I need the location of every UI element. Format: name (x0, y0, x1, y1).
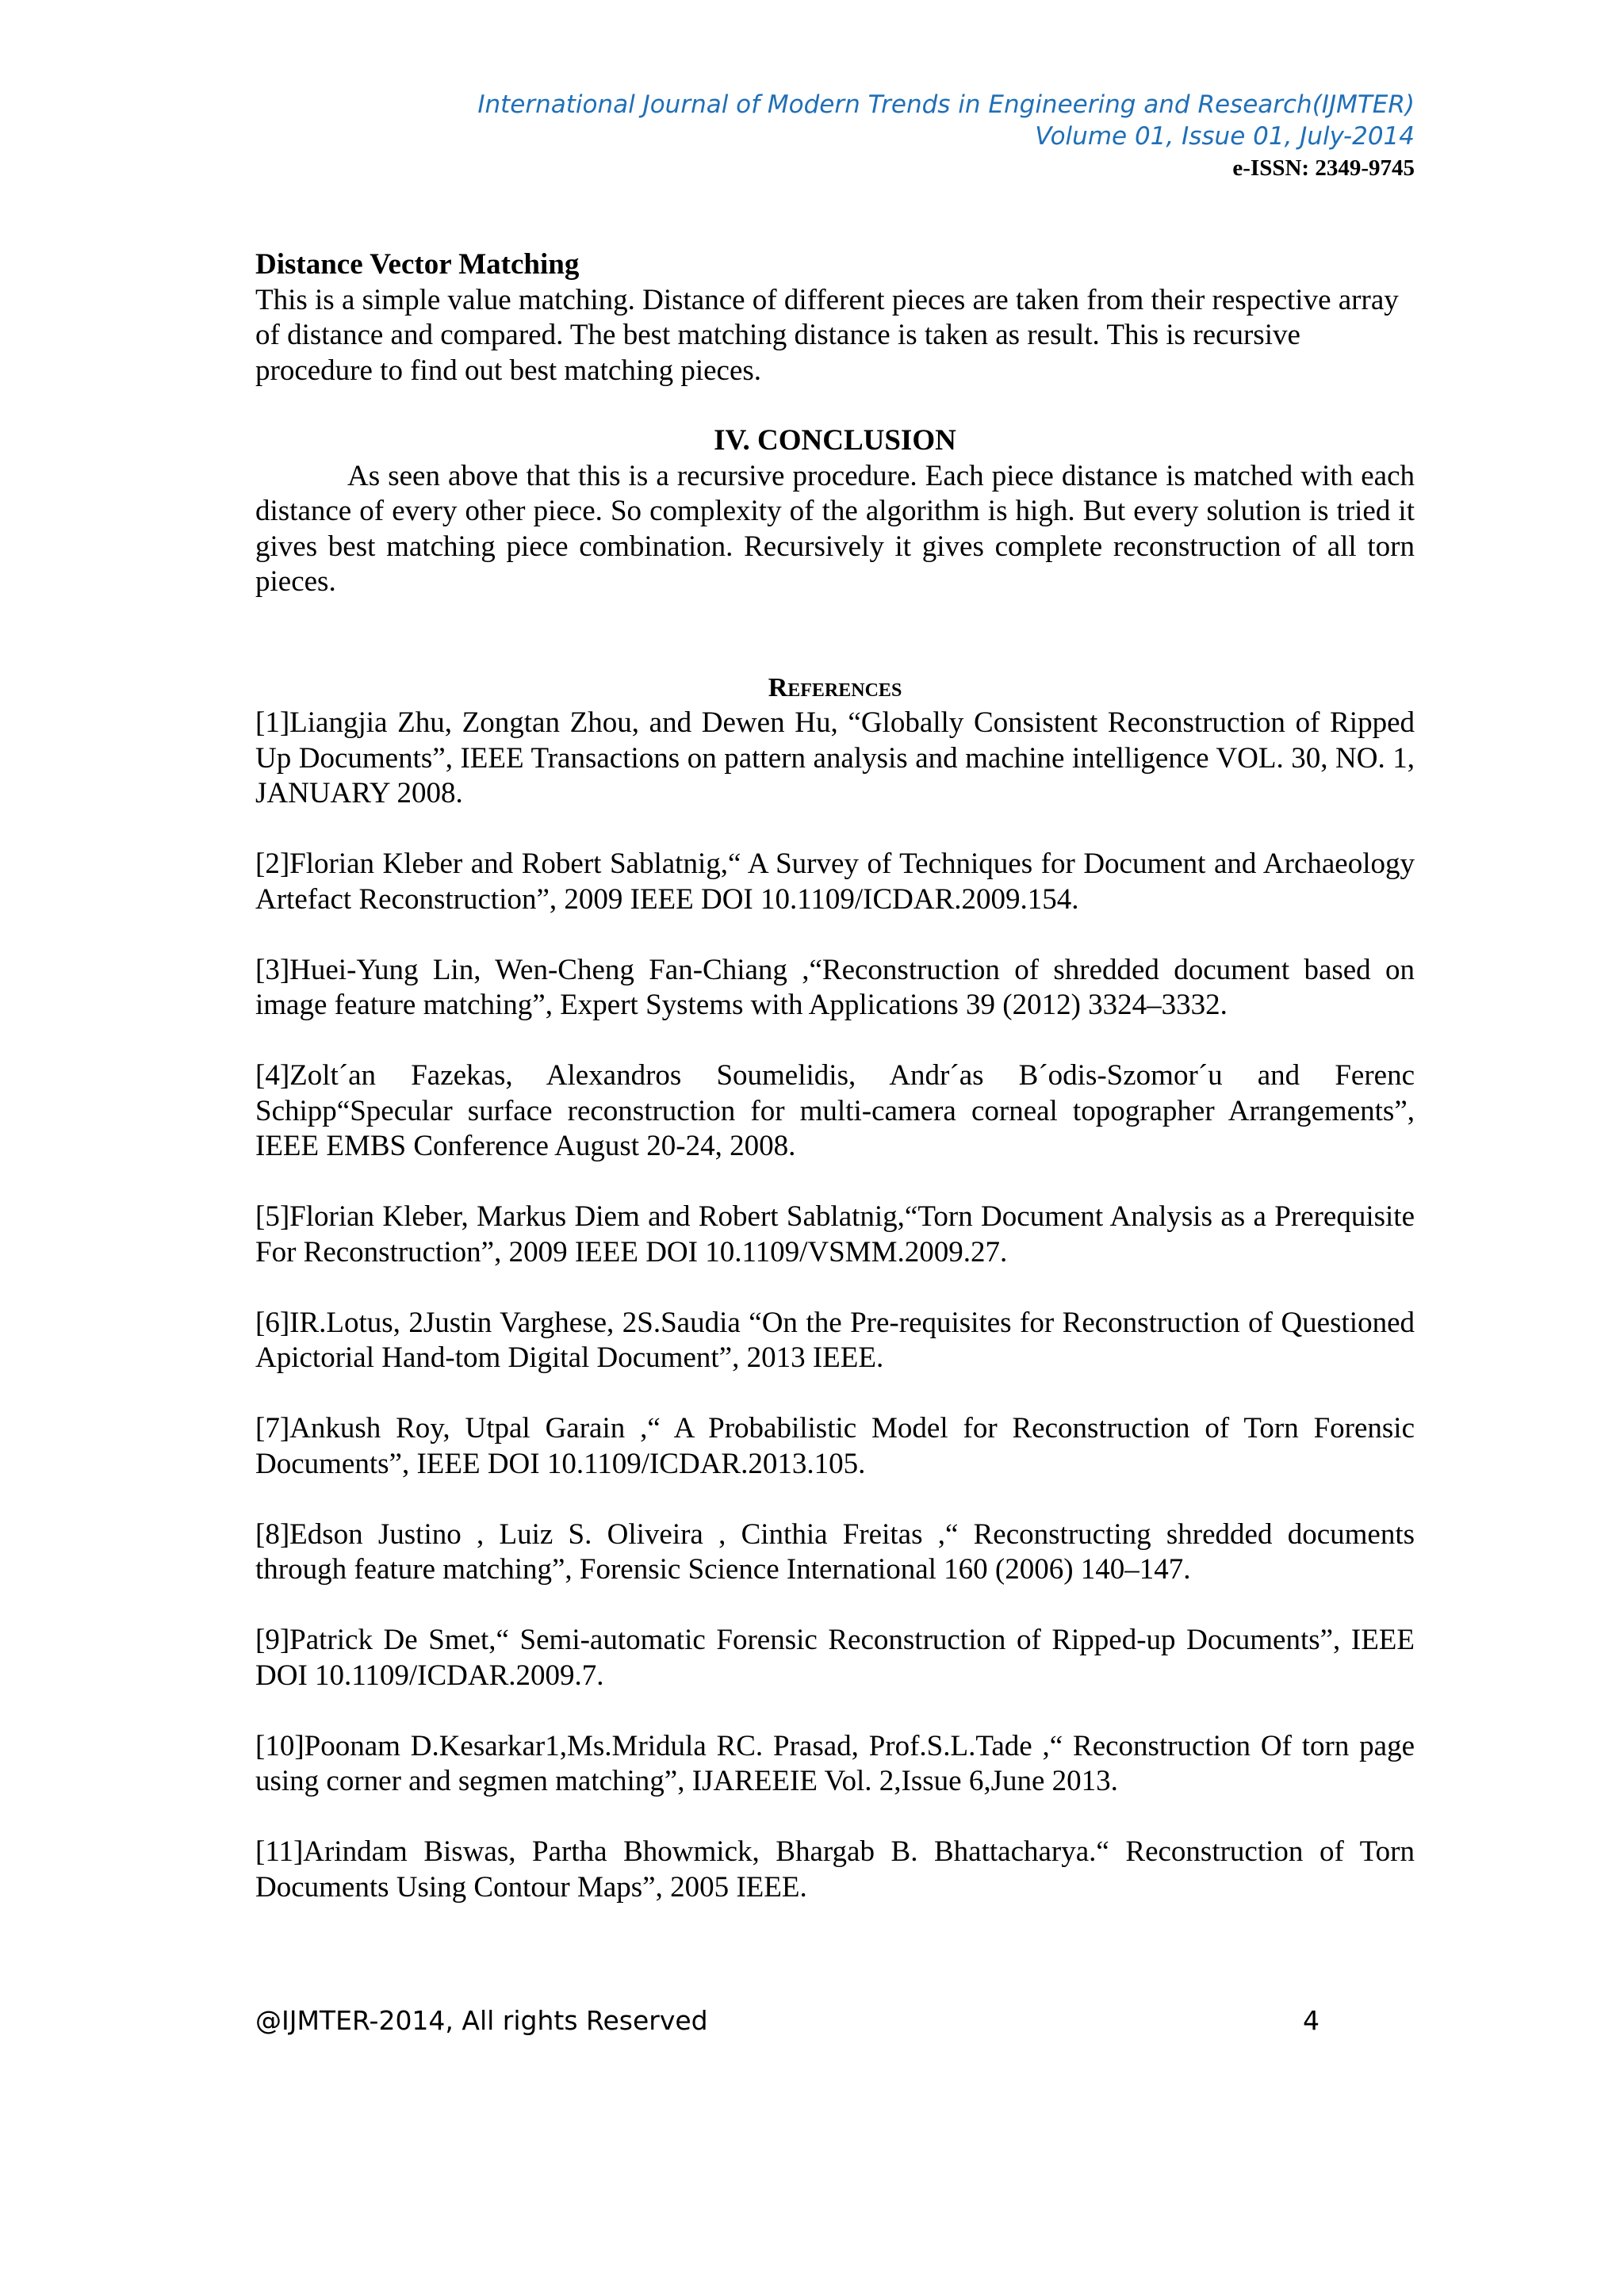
conclusion-heading: IV. CONCLUSION (714, 424, 956, 457)
page-content (255, 247, 1415, 1905)
references-heading: References (768, 672, 902, 702)
reference-item: [9]Patrick De Smet,“ Semi-automatic Forensic Reconstruction of Ripped-up Documents”, IEEE DOI 10.1109/ICDAR.2009.7. (255, 1624, 1415, 1692)
reference-item: [6]IR.Lotus, 2Justin Varghese, 2S.Saudia “On the Pre-requisites for Reconstruction of Questioned Apictorial Hand-tom Digital Document”, 2013 IEEE. (255, 1306, 1415, 1374)
volume-issue: Volume 01, Issue 01, July-2014 (1035, 122, 1415, 151)
reference-list (255, 706, 1415, 1905)
copyright-notice: @IJMTER-2014, All rights Reserved (255, 2005, 708, 2036)
distance-vector-heading: Distance Vector Matching (255, 248, 580, 281)
issn: e-ISSN: 2349-9745 (1232, 155, 1415, 181)
journal-title: International Journal of Modern Trends in Engineering and Research(IJMTER) (477, 90, 1415, 119)
reference-item: [8]Edson Justino , Luiz S. Oliveira , Cinthia Freitas ,“ Reconstructing shredded documents through feature matching”, Forensic Science International 160 (2006) 140–147. (255, 1517, 1415, 1586)
page-header (255, 89, 1415, 184)
reference-item: [7]Ankush Roy, Utpal Garain ,“ A Probabilistic Model for Reconstruction of Torn Forensic Documents”, IEEE DOI 10.1109/ICDAR.2013.105. (255, 1412, 1415, 1480)
distance-vector-paragraph: This is a simple value matching. Distance of different pieces are taken from their respective array of distance and compared. The best matching distance is taken as result. This is recursive procedure to find out best matching pieces. (255, 283, 1399, 387)
conclusion-paragraph: As seen above that this is a recursive procedure. Each piece distance is matched with each distance of every other piece. So complexity of the algorithm is high. But every solution is tried it gives best matching piece combination. Recursively it gives complete reconstruction of all torn pieces. (255, 459, 1415, 598)
reference-item: [11]Arindam Biswas, Partha Bhowmick, Bhargab B. Bhattacharya.“ Reconstruction of Torn Documents Using Contour Maps”, 2005 IEEE. (255, 1835, 1415, 1904)
reference-item: [1]Liangjia Zhu, Zongtan Zhou, and Dewen Hu, “Globally Consistent Reconstruction of Ripped Up Documents”, IEEE Transactions on pattern analysis and machine intelligence VOL. 30, NO. 1, JANUARY 2008. (255, 706, 1415, 809)
reference-item: [10]Poonam D.Kesarkar1,Ms.Mridula RC. Prasad, Prof.S.L.Tade ,“ Reconstruction Of torn page using corner and segmen matching”, IJAREEIE Vol. 2,Issue 6,June 2013. (255, 1729, 1415, 1797)
page-number: 4 (1303, 2005, 1320, 2036)
page-footer (255, 2004, 1320, 2038)
reference-item: [4]Zolt´an Fazekas, Alexandros Soumelidis, Andr´as B´odis-Szomor´u and Ferenc Schipp“Specular surface reconstruction for multi-camera corneal topographer Arrangements”, IEEE EMBS Conference August 20-24, 2008. (255, 1059, 1415, 1162)
reference-item: [3]Huei-Yung Lin, Wen-Cheng Fan-Chiang ,“Reconstruction of shredded document based on image feature matching”, Expert Systems with Applications 39 (2012) 3324–3332. (255, 953, 1415, 1021)
reference-item: [2]Florian Kleber and Robert Sablatnig,“ A Survey of Techniques for Document and Archaeology Artefact Reconstruction”, 2009 IEEE DOI 10.1109/ICDAR.2009.154. (255, 848, 1415, 916)
reference-item: [5]Florian Kleber, Markus Diem and Robert Sablatnig,“Torn Document Analysis as a Prerequisite For Reconstruction”, 2009 IEEE DOI 10.1109/VSMM.2009.27. (255, 1200, 1415, 1269)
